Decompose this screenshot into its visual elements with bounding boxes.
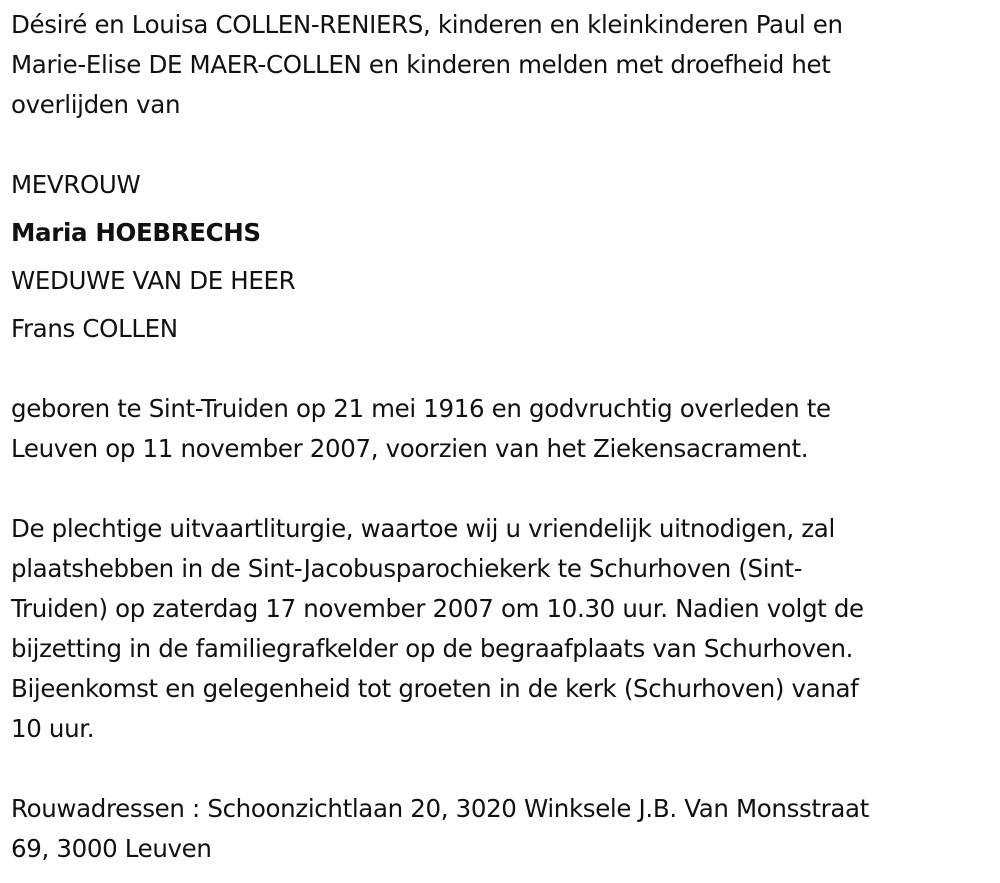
condolence-addresses xyxy=(11,789,869,869)
funeral-line: Truiden) op zaterdag 17 november 2007 om 10.30 uur. Nadien volgt de xyxy=(11,594,864,623)
funeral-line: bijzetting in de familiegrafkelder op de begraafplaats van Schurhoven. xyxy=(11,634,854,663)
intro-line: overlijden van xyxy=(11,90,181,119)
deceased-name: Maria HOEBRECHS xyxy=(11,218,261,247)
address-line: Rouwadressen : Schoonzichtlaan 20, 3020 Winksele J.B. Van Monsstraat xyxy=(11,794,869,823)
intro-paragraph xyxy=(11,5,843,125)
funeral-paragraph xyxy=(11,509,864,749)
widow-of-label: WEDUWE VAN DE HEER xyxy=(11,266,296,295)
funeral-line: plaatshebben in de Sint-Jacobusparochiekerk te Schurhoven (Sint- xyxy=(11,554,803,583)
birth-death-line: Leuven op 11 november 2007, voorzien van het Ziekensacrament. xyxy=(11,434,809,463)
funeral-line: Bijeenkomst en gelegenheid tot groeten in de kerk (Schurhoven) vanaf xyxy=(11,674,859,703)
birth-death-line: geboren te Sint-Truiden op 21 mei 1916 en godvruchtig overleden te xyxy=(11,394,831,423)
funeral-line: 10 uur. xyxy=(11,714,95,743)
birth-death-paragraph xyxy=(11,389,831,469)
address-line: 69, 3000 Leuven xyxy=(11,834,212,863)
intro-line: Marie-Elise DE MAER-COLLEN en kinderen melden met droefheid het xyxy=(11,50,831,79)
husband-name: Frans COLLEN xyxy=(11,314,178,343)
funeral-line: De plechtige uitvaartliturgie, waartoe wij u vriendelijk uitnodigen, zal xyxy=(11,514,835,543)
intro-line: Désiré en Louisa COLLEN-RENIERS, kinderen en kleinkinderen Paul en xyxy=(11,10,843,39)
honorific: MEVROUW xyxy=(11,170,141,199)
